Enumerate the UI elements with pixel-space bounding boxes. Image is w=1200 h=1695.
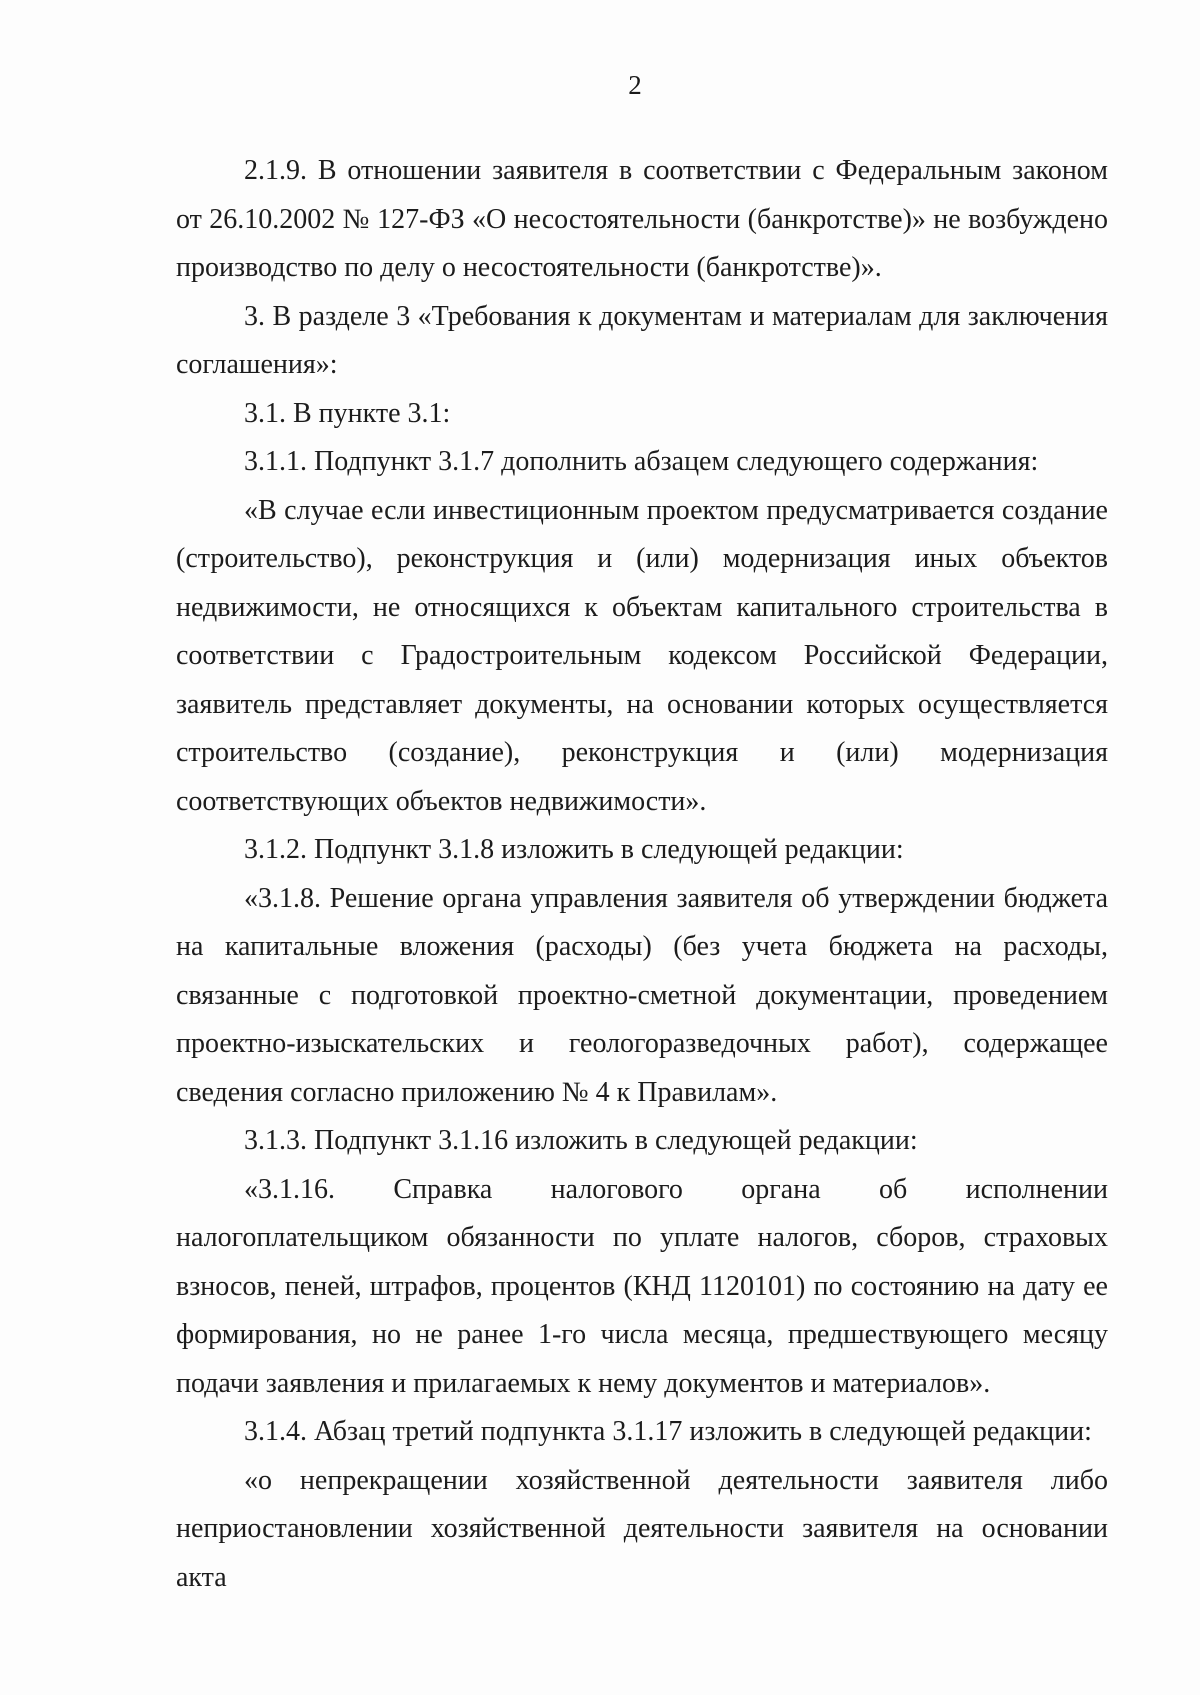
- paragraph-3-1-4: 3.1.4. Абзац третий подпункта 3.1.17 изложить в следующей редакции:: [244, 1416, 1092, 1447]
- page-number: 2: [628, 70, 642, 100]
- paragraph-2-1-9: 2.1.9. В отношении заявителя в соответствии с Федеральным законом от 26.10.2002 № 127-ФЗ «О несостоятельности (банкротстве)» не возбуждено производство по делу о несостоятельности (банкротстве)».: [176, 155, 1108, 283]
- paragraph-3-1-1: 3.1.1. Подпункт 3.1.7 дополнить абзацем следующего содержания:: [244, 446, 1039, 477]
- paragraph-3-1-3: 3.1.3. Подпункт 3.1.16 изложить в следующей редакции:: [244, 1125, 918, 1156]
- paragraph-3-1-3-quote: «3.1.16. Справка налогового органа об исполнении налогоплательщиком обязанности по уплате налогов, сборов, страховых взносов, пеней, штрафов, процентов (КНД 1120101) по состоянию на дату ее формирования, но не ранее 1-го числа месяца, предшествующего месяцу подачи заявления и прилагаемых к нему документов и материалов».: [176, 1173, 1108, 1399]
- paragraph-3-1-4-quote: «о непрекращении хозяйственной деятельности заявителя либо неприостановлении хозяйственной деятельности заявителя на основании акта: [176, 1464, 1108, 1593]
- paragraph-3-1: 3.1. В пункте 3.1:: [244, 397, 451, 429]
- paragraph-section-3: 3. В разделе 3 «Требования к документам и материалам для заключения соглашения»:: [176, 300, 1108, 380]
- paragraph-3-1-1-quote: «В случае если инвестиционным проектом предусматривается создание (строительство), реконструкция и (или) модернизация иных объектов недвижимости, не относящихся к объектам капитального строительства в соответствии с Градостроительным кодексом Российской Федерации, заявитель представляет документы, на основании которых осуществляется строительство (создание), реконструкция и (или) модернизация соответствующих объектов недвижимости».: [176, 494, 1108, 817]
- paragraph-3-1-2: 3.1.2. Подпункт 3.1.8 изложить в следующей редакции:: [244, 834, 904, 865]
- paragraph-3-1-2-quote: «3.1.8. Решение органа управления заявителя об утверждении бюджета на капитальные вложения (расходы) (без учета бюджета на расходы, связанные с подготовкой проектно-сметной документации, проведением проектно-изыскательских и геологоразведочных работ), содержащее сведения согласно приложению № 4 к Правилам».: [176, 882, 1108, 1108]
- document-body: [176, 147, 1108, 1602]
